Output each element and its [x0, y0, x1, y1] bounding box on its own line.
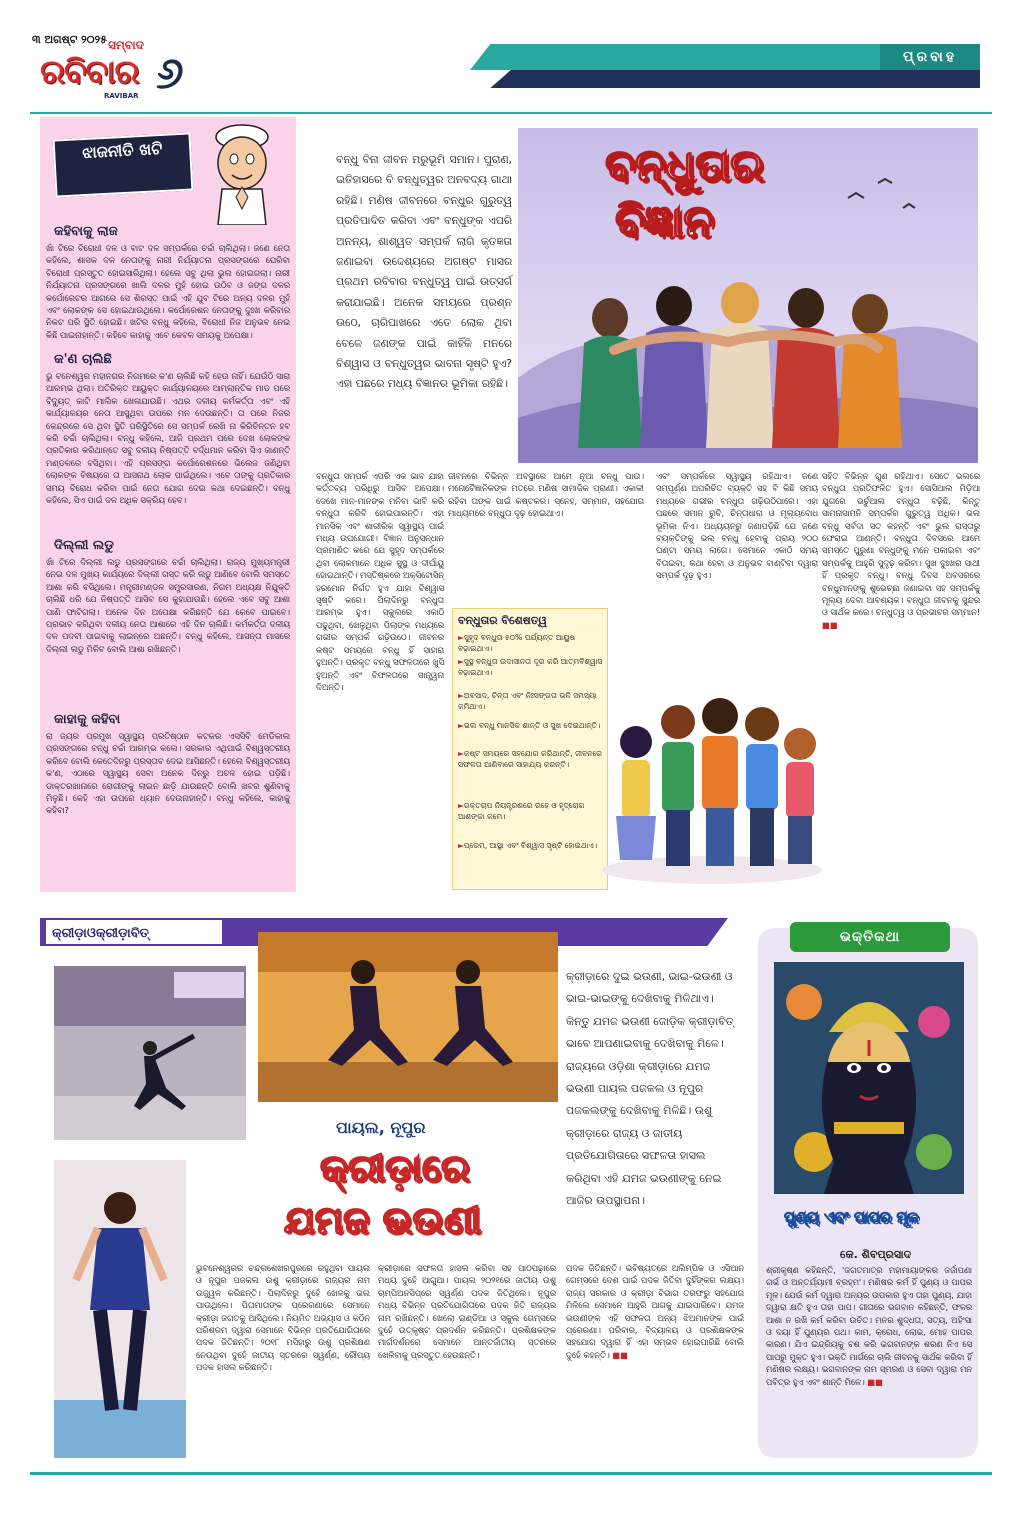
column-title: ଝାଜନୀତି ଖଟି: [53, 132, 194, 197]
bhakti-headline: ପୁଣ୍ୟ ଏବଂ ପାପର ମୂଳ: [784, 1208, 919, 1226]
fact-item: ► ସୁସ୍ଥ ବନ୍ଧୁତା ଉଦାସୀନତା ଦୂର କରି ଆତ୍ମବିଶ୍ୱାସ ବଢ଼ାଇଥାଏ।: [458, 656, 608, 678]
feature-body-col1: ବନ୍ଧୁତା ସମ୍ପର୍କ ଏପରି ଏକ ଭାବ ଯାହା କର୍ତ୍ତବ୍ୟ ପରିଧିରୁ ଆସିବ ଅପେକ୍ଷା। ଦେଖେ ମାନ-ମାନଙ୍କ ମନିବା ଭାବି କରି ବନ୍ଧୁତା କରିବି ହୋଇପାରନ୍ତି। ଏହା ମାନସିକ ଏବଂ ଶାରୀରିକ ସ୍ୱାସ୍ଥ୍ୟ ପାଇଁ ମଧ୍ୟ ଉପଯୋଗୀ। ବିଜ୍ଞାନ ଅନୁସନ୍ଧାନ ପ୍ରମାଣିତ କରେ ଯେ ସୁହୃଦ ସମ୍ପର୍କରେ ଥିବା ଲୋକମାନେ ଅଧିକ ସୁସ୍ଥ ଓ ଦୀର୍ଘାୟୁ ହୋଇଥାନ୍ତି। ମସ୍ତିଷ୍କରେ ଅକ୍ସିଟୋସିନ୍ ହରମୋନ ନିର୍ଗତ ହୁଏ ଯାହା ବିଶ୍ୱାସ ସୃଷ୍ଟି କରେ। ପିଲାଦିନରୁ ବନ୍ଧୁତା ଆରମ୍ଭ ହୁଏ। ସ୍କୁଲରେ ଏକାଠି ପଢୁଥିବା, ଖେଳୁଥିବା ପିଲାଙ୍କ ମଧ୍ୟରେ ଗଭୀର ସମ୍ପର୍କ ଗଢ଼ିଉଠେ। ଜୀବନର କଷ୍ଟ ସମୟରେ ବନ୍ଧୁ ହିଁ ସାହାରା ହୁଅନ୍ତି। ପ୍ରକୃତ ବନ୍ଧୁ ସଫଳତାରେ ଖୁସି ହୁଅନ୍ତି ଏବଂ ବିଫଳତାରେ ସାନ୍ତ୍ୱନା ଦିଅନ୍ତି।: [316, 471, 444, 692]
section-label: ପ୍ରବାହ: [880, 44, 980, 70]
bhakti-author: କେ. ଶିବପ୍ରସାଦ: [840, 1248, 912, 1261]
column-text-1: ଖାଁ ଟିରେ ବିରୋଧୀ ଦଳ ଓ ବାଟ ଦଳ ସମ୍ପର୍କରେ ଚର୍ଚ୍ଚା ଚାଲିଥିଲା। ଜଣେ ନେତା କହିଲେ, ଶାସକ ଦଳ ନେତାଙ୍କୁ ନାରୀ ନିର୍ଯ୍ୟାତନା ପ୍ରସଙ୍ଗରେ ଘେରିବା ବିରୋଧୀ ପ୍ରସ୍ତୁତ ହୋଇସାରିଥିଲା। ହେଲେ ସବୁ ଥିଲା ଭୁଲ ହୋଇଗଲା। ନାରୀ ନିର୍ଯ୍ୟାତନା ପ୍ରସଙ୍ଗରେ ଖାଲି ଦଳର ମୁହଁ ହୋଇ ଉଠିବ ଓ ଜଙ୍ଗ ଦଳର କର୍ପୋରେଟର ଆଗରେ ସେ ଶିରସ୍ତ ପାଇଁ ଏହି ଯୁବ ଟିରେ ଅନ୍ୟ ଦଳର ମୁହଁ ଏବଂ ଲୋକଙ୍କ ସେ ହୋଇଥାଉଥିଲେ। କର୍ପୋରେଶନ ନେତାଙ୍କୁ ଦୁଃଖ କରିବାର ନିକଟ ପରି ସ୍ଥିତି ହୋଇଛି। ଖଟିର ବନ୍ଧୁ କହିଲେ, ବିରୋଧୀ ନିଜ ଅନୁଭବ ନେଇ କିଛି ପାଇନାହାନ୍ତି। କହିବେ କାହାକୁ ଏବେ କେବଳ ସମୟକୁ ଅପେକ୍ଷା।: [46, 243, 290, 340]
sports-body-col1: ଭୁବନେଶ୍ୱରର ଚନ୍ଦ୍ରଶେଖରପୁରରେ ରହୁଥିବା ପାୟଲ ଓ ନୂପୁର ପଜକଲ ଉଶୁ କ୍ରୀଡ଼ାରେ ରାଜ୍ୟର ନାମ ଉଜ୍ଜ୍ୱଳ କରିଛନ୍ତି। ପିଲାଦିନରୁ ଦୁହେଁ ଖେଳକୁ ଭଲ ପାଉଥିଲେ। ପିତାମାତାଙ୍କ ପ୍ରେରଣାରେ ସେମାନେ କ୍ରୀଡ଼ା ଜଗତକୁ ଆସିଥିଲେ। ନିୟମିତ ଅଭ୍ୟାସ ଓ କଠିନ ପରିଶ୍ରମ ଦ୍ୱାରା ସେମାନେ ବିଭିନ୍ନ ପ୍ରତିଯୋଗିତାରେ ପଦକ ଜିତିଛନ୍ତି। ୨୦୧୮ ମସିହାରୁ ଉଶୁ ପ୍ରଶିକ୍ଷଣ ନେଉଥିବା ଦୁହେଁ ଜାତୀୟ ସ୍ତରରେ ସ୍ୱର୍ଣ୍ଣ, ରୌପ୍ୟ ପଦକ ହାସଲ କରିଛନ୍ତି।: [196, 1263, 370, 1373]
column-heading-1: କହିବାକୁ ଲାଜ: [54, 224, 118, 239]
fact-item: ► ସୁହୃଦ ବନ୍ଧୁତା ୫୦% ପର୍ଯ୍ୟନ୍ତ ଆୟୁଷ ବଢ଼ାଇଥାଏ।: [458, 632, 608, 654]
fact-item: ► ରକ୍ତଚାପ ନିୟନ୍ତ୍ରଣରେ ରହେ ଓ ହୃଦ୍‌ରୋଗ ଆଶଙ୍କା କମେ।: [458, 800, 608, 822]
group-of-friends-illustration: [596, 660, 828, 892]
bhakti-section-label: ଭକ୍ତିକଥା: [790, 922, 950, 952]
feature-intro: ବନ୍ଧୁ ବିନା ଜୀବନ ମରୁଭୂମି ସମାନ। ପୁରାଣ, ଇତିହାସରେ ବି ବନ୍ଧୁତ୍ୱର ଅନବଦ୍ୟ ଗାଥା ରହିଛି। ମଣିଷ ଜୀବନରେ ବନ୍ଧୁର ଗୁରୁତ୍ୱ ପ୍ରତିପାଦିତ କରିବା ଏବଂ ବନ୍ଧୁଙ୍କ ଏପରି ଅନନ୍ୟ, ଶାଶ୍ୱତ ସମ୍ପର୍କ ଲାଗି କୃତଜ୍ଞତା ଜଣାଇବା ଉଦ୍ଦେଶ୍ୟରେ ଅଗଷ୍ଟ ମାସର ପ୍ରଥମ ରବିବାର ବନ୍ଧୁତ୍ୱ ପାଇଁ ଉତ୍ସର୍ଗ କରାଯାଇଛି। ଅନେକ ସମୟରେ ପ୍ରଶ୍ନ ଉଠେ, ଚାରିପାଖରେ ଏତେ ଲୋକ ଥିବା ବେଳେ ଜଣଙ୍କ ପାଇଁ କାହିଁକି ମନରେ ବିଶ୍ୱାସ ଓ ବନ୍ଧୁତ୍ୱର ଭାବନା ସୃଷ୍ଟି ହୁଏ? ଏହା ପଛରେ ମଧ୍ୟ ବିଜ୍ଞାନର ଭୂମିକା ରହିଛି।: [336, 153, 512, 391]
sports-headline-line1: କ୍ରୀଡ଼ାରେ: [320, 1146, 470, 1190]
feature-body-col4: [822, 470, 980, 631]
sports-headline-line2: ଯମଜ ଭଉଣୀ: [284, 1198, 482, 1242]
feature-body-col4-text: ସହିତ ବିଭିନ୍ନ ଗୁଣ ରହିଥାଏ। ସେତେ ଭଲରେ ବନ୍ଧୁତା ପ୍ରତିଫଳିତ ହୁଏ। ସୋସିଆଲ ମିଡ଼ିଆ ଯୁଗରେ ଭର୍ଚୁଆଲ ବନ୍ଧୁତା ବଢ଼ିଛି, କିନ୍ତୁ ସାମନାସାମନି ସମ୍ପର୍କର ଗୁରୁତ୍ୱ ଅଧିକ। ଭଲ ବନ୍ଧୁ ସର୍ବଦା ସତ କହନ୍ତି ଏବଂ ଭୁଲ ରାସ୍ତାରୁ ଫେରାଇ ଆଣନ୍ତି। ବନ୍ଧୁତା ଦିବସରେ ଆମେ ସମସ୍ତେ ପୁରୁଣା ବନ୍ଧୁଙ୍କୁ ମନେ ପକାଇବା ଏବଂ ସମ୍ପର୍କକୁ ଆହୁରି ସୁଦୃଢ଼ କରିବା। ସୁଖ ଦୁଃଖର ସାଥୀ ହିଁ ପ୍ରକୃତ ବନ୍ଧୁ। ବନ୍ଧୁ ଦିବସ ଅବସରରେ ବନ୍ଧୁମାନଙ୍କୁ ଶୁଭେଚ୍ଛା ଜଣାଇବା ସହ ସମ୍ପର୍କକୁ ମୂଲ୍ୟ ଦେବା ଆବଶ୍ୟକ। ବନ୍ଧୁତା ଜୀବନକୁ ସୁନ୍ଦର ଓ ସାର୍ଥକ କରେ।: [822, 471, 980, 618]
fact-item: ► ଭଲ ବନ୍ଧୁ ମାନସିକ ଶାନ୍ତି ଓ ସୁଖ ଦେଇଥାନ୍ତି।: [458, 720, 608, 731]
feature-body-col2: ଜୀବନରେ ବିଭିନ୍ନ ଅବସ୍ଥାରେ ଆମେ ନୂଆ ବନ୍ଧୁ ପାଉ। ମନୋବୈଜ୍ଞାନିକଙ୍କ ମତରେ ମଣିଷ ସାମାଜିକ ପ୍ରାଣୀ। ଏକାକୀ ରହିବା ତାଙ୍କ ପାଇଁ କଷ୍ଟକର। ସ୍ନେହ, ସମ୍ମାନ, ସହଯୋଗ ମାଧ୍ୟମରେ ବନ୍ଧୁତା ଦୃଢ଼ ହୋଇଥାଏ।: [448, 471, 644, 519]
fact-item: ► କଷ୍ଟ ସମୟରେ ସହଯୋଗ କରିଥାନ୍ତି, ଜୀବନରେ ସଫଳତା ଆଣିବାରେ ସାହାଯ୍ୟ କରନ୍ତି।: [458, 748, 608, 770]
column-text-3: ଖାଁ ଟିରେ ଦିଲ୍ଲୀ ଲଡୁ ପ୍ରସଙ୍ଗରେ ଚର୍ଚ୍ଚା ଚାଲିଥିଲା। ରାଜ୍ୟ ମୁଖ୍ୟମନ୍ତ୍ରୀ ନେଇ ଦଳ ମୁଖ୍ୟ କାର୍ଯ୍ୟରେ ଦିଲ୍ଲୀ ଗସ୍ତ କରି ଲଡୁ ଆଣିବେ ବୋଲି ସମସ୍ତେ ଆଶା କରି ବସିଥିଲେ। ମନ୍ତ୍ରୀମଣ୍ଡଳ ସମ୍ପ୍ରସାରଣ, ନିଗମ ଅଧ୍ୟକ୍ଷ ନିଯୁକ୍ତି ଚାଲିଛି ଧରି ଯେ ନିଷ୍ପତ୍ତି ଆସିବ ସେ କୁହାଯାଉଛି। ହେଲେ ଏବେ ସବୁ ଆଶା ପାଣି ଫାଟିଗଲା। ଅନେକ ଦିନ ଅପେକ୍ଷା କରିଛନ୍ତି ଯେ କେବେ ପାଇବେ। ପ୍ରଭାବ କରିଥିବା ଦଳୀୟ ନେତା ଆଶାରେ ଏହି ଦିନ ଚାଲିଛି। କର୍ମକର୍ତ୍ତା ଦଳୀୟ ଦଳ ପଦବୀ ପାଇବାକୁ ଲାଇନ୍‌ରେ ଅଛନ୍ତି। ବନ୍ଧୁ କହିଲେ, ଆସନ୍ତା ମାସରେ ଦିଲ୍ଲୀ ଲଡୁ ମିଳିବ ବୋଲି ଆଶା ରଖିଛନ୍ତି।: [46, 557, 290, 654]
sports-subtitle: ପାୟଲ, ନୂପୁର: [336, 1118, 426, 1137]
feature-title-line2: ବିଜ୍ଞାନ: [615, 196, 714, 247]
brand-logo: ରବିବାର: [40, 52, 139, 91]
feature-body-col3: ଏବଂ ସମ୍ପର୍କରେ ସ୍ୱାସ୍ଥ୍ୟ ରହିଥାଏ। ଜଣେ ସମ୍ପୂର୍ଣ୍ଣ ଅପରିଚିତ ବ୍ୟକ୍ତି ସହ ବି କିଛି ସମୟ ମଧ୍ୟରେ ଗଭୀର ବନ୍ଧୁତା ଗଢ଼ିଉଠିପାରେ। ଏହା ପଛରେ ସମାନ ରୁଚି, ଚିନ୍ତାଧାରା ଓ ମୂଲ୍ୟବୋଧ ଭୂମିକା ନିଏ। ଅଧ୍ୟୟନରୁ ଜଣାପଡ଼ିଛି ଯେ ଜଣେ ବ୍ୟକ୍ତିଙ୍କୁ ଭଲ ବନ୍ଧୁ ହେବାକୁ ପ୍ରାୟ ୨୦୦ ଘଣ୍ଟା ସମୟ ଲାଗେ। ସେମାନେ ଏକାଠି ସମୟ ବିତାଇବା, କଥା ହେବା ଓ ଅନୁଭବ ବାଣ୍ଟିବା ଦ୍ୱାରା ସମ୍ପର୍କ ଦୃଢ଼ ହୁଏ।: [656, 471, 818, 581]
column-heading-4: କାହାକୁ କହିବା: [54, 712, 121, 727]
column-text-4: ରା ଜ୍ୟର ପ୍ରମୁଖ ସ୍ୱାସ୍ଥ୍ୟ ପ୍ରତିଷ୍ଠାନ କଟକର ଏସସିବି ମେଡିକାଲ ପ୍ରସଙ୍ଗରେ ବନ୍ଧୁ ଚର୍ଚ୍ଚା ଆରମ୍ଭ କଲେ। ସରକାର ଏଥିପାଇଁ ବିଶ୍ୱସ୍ତରୀୟ କରିବେ ବୋଲି କେତେଦିନରୁ ପ୍ରସ୍ତାବ ଦେଇ ଆସିଛନ୍ତି। ହେଲେ ବିଶ୍ୱସ୍ତରୀୟ କ'ଣ, ଏଠାରେ ସ୍ୱାସ୍ଥ୍ୟ ସେବା ଅନେକ ଦିନରୁ ଅଚଳ ହୋଇ ପଡ଼ିଛି। ଡାକ୍ତରଖାନାରେ ରୋଗୀଙ୍କୁ ଲାଇନ ଛାଡ଼ି ଯାଉଛନ୍ତି ବୋଲି ଖବର ଶୁଣିବାକୁ ମିଳୁଛି। କେହି ଏହା ଉପରେ ଧ୍ୟାନ ଦେଉନାହାନ୍ତି। ବନ୍ଧୁ କହିଲେ, କାହାକୁ କହିବା?: [46, 731, 290, 816]
fact-item: ► ପ୍ରେମ, ଆସ୍ଥା ଏବଂ ବିଶ୍ୱାସ ସୃଷ୍ଟି ହୋଇଥାଏ।: [458, 840, 608, 851]
cartoon-leader-icon: [200, 117, 284, 225]
column-heading-2: କ'ଣ ଚାଲିଛି: [54, 352, 112, 367]
fact-item: ► ଅବସାଦ, ଚିନ୍ତା ଏବଂ ନିଃସଙ୍ଗତା ଭଳି ସମସ୍ୟା କମିଥାଏ।: [458, 690, 608, 712]
sports-body-col2: କ୍ରୀଡ଼ାରେ ସଫଳତା ହାସଲ କରିବା ସହ ପାଠପଢ଼ାରେ ମଧ୍ୟ ଦୁହେଁ ଆଗୁଆ। ପାୟଲ ୨୦୨୧ରେ ଜାତୀୟ ଉଶୁ ଚାମ୍ପିଅନସିପ୍‌ରେ ସ୍ୱର୍ଣ୍ଣ ପଦକ ଜିତିଥିଲେ। ନୂପୁର ମଧ୍ୟ ବିଭିନ୍ନ ପ୍ରତିଯୋଗିତାରେ ପଦକ ଜିତି ରାଜ୍ୟର ନାମ ରଖିଛନ୍ତି। ଖେଲୋ ଇଣ୍ଡିଆ ଓ ସ୍କୁଲ ଗେମ୍ସରେ ଦୁହେଁ ଉତ୍କୃଷ୍ଟ ପ୍ରଦର୍ଶନ କରିଛନ୍ତି। ପ୍ରଶିକ୍ଷକଙ୍କ ମାର୍ଗଦର୍ଶନରେ ସେମାନେ ଆନ୍ତର୍ଜାତୀୟ ସ୍ତରରେ ଖେଳିବାକୁ ପ୍ରସ୍ତୁତ ହେଉଛନ୍ତି।: [378, 1263, 556, 1360]
feature-signoff: ବନ୍ଧୁତ୍ୱ ଓ ପ୍ରଭାବର ସମ୍ମାନ!: [875, 607, 981, 618]
sports-body-col3-text: ପଦକ ଜିତିଛନ୍ତି। ଭବିଷ୍ୟତରେ ଅଲିମ୍ପିକ ଓ ଏସିଆନ ଗେମ୍ସରେ ଦେଶ ପାଇଁ ପଦକ ଜିତିବା ଦୁହିଁଙ୍କର ଲକ୍ଷ୍ୟ। ରାଜ୍ୟ ସରକାର ଓ କ୍ରୀଡ଼ା ବିଭାଗ ତରଫରୁ ସହଯୋଗ ମିଳିଲେ ସେମାନେ ଆହୁରି ଆଗକୁ ଯାଇପାରିବେ। ଯମଜ ଭଉଣୀଙ୍କ ଏହି ସଫଳତା ଅନ୍ୟ ଝିଅମାନଙ୍କ ପାଇଁ ପ୍ରେରଣା। ପରିବାର, ବିଦ୍ୟାଳୟ ଓ ପ୍ରଶିକ୍ଷକଙ୍କ ସହଯୋଗ ଦ୍ୱାରା ହିଁ ଏହା ସମ୍ଭବ ହୋଇପାରିଛି ବୋଲି ଦୁହେଁ କହନ୍ତି।: [566, 1263, 744, 1360]
bhakti-text: [766, 1264, 972, 1388]
issue-date: ୩ ଅଗଷ୍ଟ ୨୦୨୫: [32, 33, 107, 46]
page-number: ୬: [156, 48, 184, 99]
bhakti-text-body: ଶ୍ରୀକୃଷ୍ଣ କହିଛନ୍ତି, 'ଜଗତମାତ୍ର ମହାମାୟାଙ୍କର ଜର୍ଜାପଣା ଗର୍ଭ ଓ ଅନ୍ତର୍ଯ୍ୟାମୀ ବ୍ରହ୍ମ'। ମଣିଷର କର୍ମ ହିଁ ପୁଣ୍ୟ ଓ ପାପର ମୂଳ। ଯେଉଁ କର୍ମ ଦ୍ୱାରା ଅନ୍ୟର ଉପକାର ହୁଏ ତାହା ପୁଣ୍ୟ, ଯାହା ଦ୍ୱାରା କ୍ଷତି ହୁଏ ତାହା ପାପ। ଗୀତାରେ ଭଗବାନ କହିଛନ୍ତି, ଫଳର ଆଶା ନ ରଖି କର୍ମ କରିବା ଉଚିତ। ମନର ଶୁଦ୍ଧତା, ସତ୍ୟ, ଅହିଂସା ଓ ଦୟା ହିଁ ପୁଣ୍ୟର ପଥ। କାମ, କ୍ରୋଧ, ଲୋଭ, ମୋହ ପାପର କାରଣ। ଯିଏ ଇନ୍ଦ୍ରିୟକୁ ବଶ କରି ଭଗବାନଙ୍କ ଶରଣ ନିଏ ସେ ପାପରୁ ମୁକ୍ତ ହୁଏ। ଭକ୍ତି ମାର୍ଗରେ ଚାଲି ଜୀବନକୁ ସାର୍ଥକ କରିବା ହିଁ ମଣିଷର ଲକ୍ଷ୍ୟ। ଭଗବାନଙ୍କ ନାମ ସ୍ମରଣ ଓ ସେବା ଦ୍ୱାରା ମନ ପବିତ୍ର ହୁଏ ଏବଂ ଶାନ୍ତି ମିଳେ।: [766, 1265, 972, 1387]
footer-rule: [30, 1472, 992, 1475]
end-mark: ■■: [867, 1376, 884, 1387]
athlete-portrait-photo: [54, 1160, 186, 1458]
sports-body-col3: [566, 1262, 744, 1361]
krishna-painting: [774, 962, 964, 1194]
sports-intro: କ୍ରୀଡ଼ାରେ ଦୁଇ ଭଉଣୀ, ଭାଇ-ଭଉଣୀ ଓ ଭାଇ-ଭାଇଙ୍କୁ ଦେଖିବାକୁ ମିଳିଥାଏ। କିନ୍ତୁ ଯମଜ ଭଉଣୀ ଜୋଡ଼ିକ କ୍ରୀଡ଼ାବିତ୍ ଭାବେ ଆପଣାଇବାକୁ ଦେଖିବାକୁ ମିଳେ। ରାଜ୍ୟରେ ଓଡ଼ିଶା କ୍ରୀଡ଼ାରେ ଯମଜ ଭଉଣୀ ପାୟଲ ପଜକଲ ଓ ନୂପୁର ପଜକଲଙ୍କୁ ଦେଖିବାକୁ ମିଳିଛି। ଉଶୁ କ୍ରୀଡ଼ାରେ ରାଜ୍ୟ ଓ ଜାତୀୟ ପ୍ରତିଯୋଗିତାରେ ସଫଳତା ହାସଲ କରିଥିବା ଏହି ଯମଜ ଭଉଣୀଙ୍କୁ ନେଇ ଆଜିର ଉପସ୍ଥାପନା।: [566, 970, 734, 1208]
feature-title-line1: ବନ୍ଧୁତାର: [605, 140, 764, 191]
header-rule: [30, 112, 992, 114]
twin-sisters-pose-photo: [258, 932, 558, 1102]
facts-box-title: ବନ୍ଧୁତାର ବିଶେଷତ୍ୱ: [458, 614, 547, 627]
column-heading-3: ଦିଲ୍ଲୀ ଲଡୁ: [54, 538, 114, 553]
header-band-dark: [470, 70, 980, 88]
brand-subtitle: RAVIBAR: [104, 92, 139, 100]
brand-small: ସମ୍ବାଦ: [108, 38, 144, 52]
wushu-competition-photo: [54, 966, 246, 1140]
column-text-2: ଭୁ ବନେଶ୍ୱର ମହାନଗର ନିଗମରେ କ'ଣ ଚାଲିଛି କହି ହେଉ ନାହିଁ। ଯେଉଁଠି ସାରା ଆରମ୍ଭ ଥିଲା। ଅତିରିକ୍ତ ଆୟୁକ୍ତ କାର୍ଯ୍ୟାଳୟରେ ଆମ୍ଲାନ୍ତିକ ମାଡ ପରେ ବିଦ୍ୟୁତ୍ କାଟି ମାଲିକ ଖେଳାଯାଉଛି। ଏଥର ଦଳୀୟ କର୍ମକର୍ତ୍ତା ଏବଂ ଏହି କାର୍ଯ୍ୟାଳୟର ନେତା ଆସୁଥିବା ଉପରେ ମନ ଦେଉଛନ୍ତି। ତା ପରେ ନିଜର କେନ୍ଦ୍ରରେ ସେ ଥିବା ସ୍ଥିତି ପରିସ୍ଥିତିରେ ସେ ସମ୍ପର୍କ ରେଖି ନା କିରିଚିନ୍ତନ ହବ କରି ଚର୍ଚ୍ଚା ଚାଲିଥିଲା। ବନ୍ଧୁ କହିଲେ, ଆଜି ପ୍ରଥମ ପରେ ଦେଖ ଲୋକଙ୍କ ପ୍ରତିକାର କରିଥାନ୍ତେ ସବୁ ଦଳୀୟ ନିଷ୍ପତ୍ତି ବର୍ଦ୍ଧମାନ କରିବା ସିଏ ଜାଣନ୍ତି ମଣ୍ଡଳରେ ବସିଥିବା। ଏହି ପ୍ରସଙ୍ଗ କର୍ପୋରେଶନରେ ଭିଲେଜ ଜଣିଥିବା ଲୋକଙ୍କ ବିଷୟରେ ତା ଆସନାଥ ଲୋକ ପାଇଁଥିଲେ। ଏବେ ତାଙ୍କୁ ପ୍ରତିକାର ସମୟ ବିରୋଧ କରିବା ପାଇଁ ନେତା ଯୋଗ ଦେଇ କଥା ଦେଇଛନ୍ତି। ବନ୍ଧୁ କହିଲେ, ସିଏ ପାଇଁ ଦଳ ଅଧିକ ସକ୍ରିୟ ହେବ।: [46, 371, 290, 506]
end-mark: ■■: [822, 619, 838, 630]
end-mark: ■■: [612, 1349, 629, 1360]
sports-section-label: କ୍ରୀଡ଼ାଓକ୍ରୀଡ଼ାବିତ୍: [44, 918, 224, 946]
